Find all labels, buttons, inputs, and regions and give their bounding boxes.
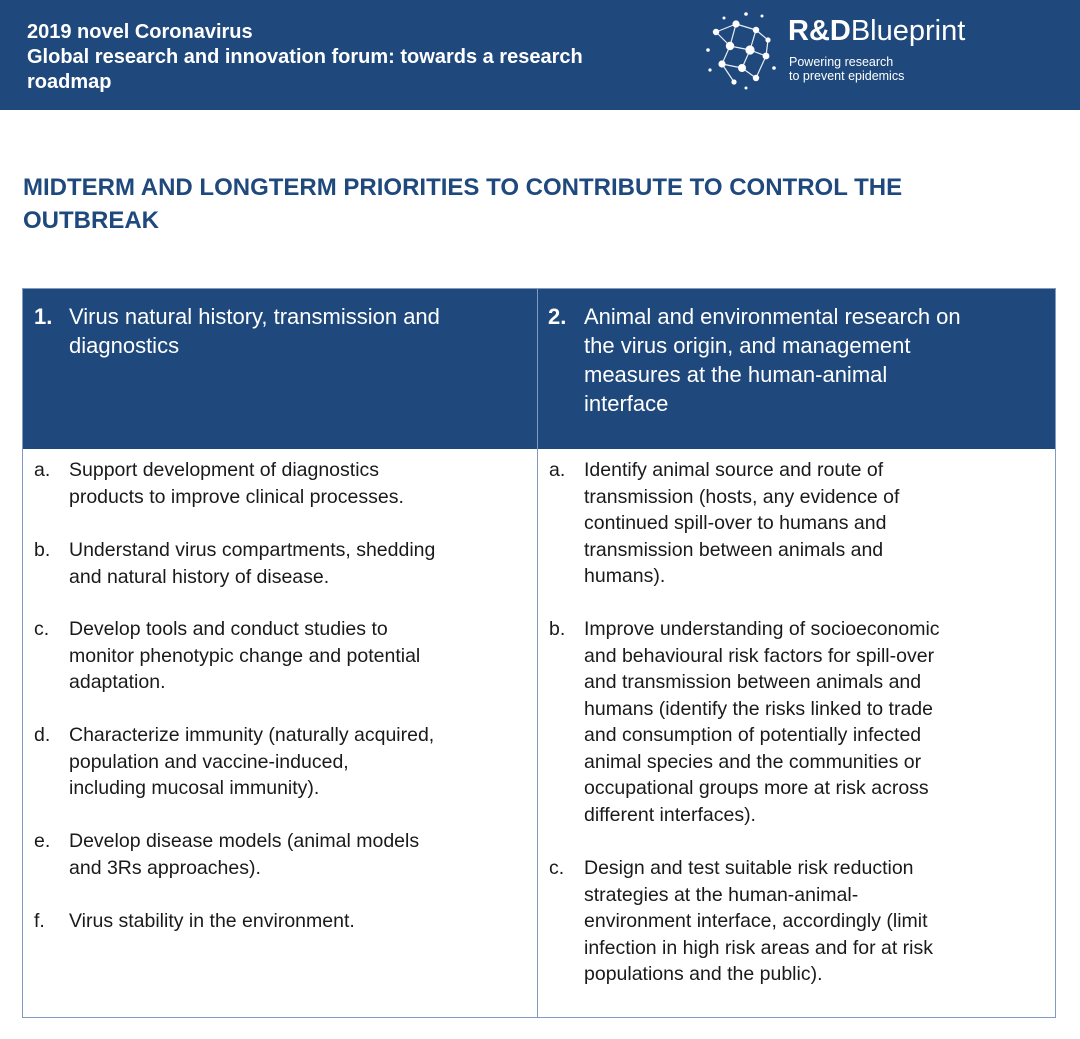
item-line: and transmission between animals and (584, 671, 922, 693)
item-line: monitor phenotypic change and potential (69, 644, 421, 667)
page-title (23, 171, 1023, 237)
column-2-heading (584, 302, 961, 418)
network-molecule-icon (700, 10, 778, 92)
item-line: Understand virus compartments, shedding (69, 539, 436, 561)
item-text (584, 855, 933, 988)
item-line: and consumption of potentially infected (584, 724, 922, 746)
item-label: a. (34, 459, 51, 481)
forum-title-line-1: 2019 novel Coronavirus (27, 21, 253, 43)
item-text (69, 457, 404, 510)
item-label: e. (34, 830, 51, 852)
item-label: c. (549, 857, 565, 879)
item-line: including mucosal immunity). (69, 777, 320, 799)
priorities-table (22, 288, 1056, 1018)
page-title-line-2: OUTBREAK (23, 207, 159, 234)
logo-wordmark-regular: Blueprint (850, 15, 966, 47)
item-text (69, 537, 435, 590)
item-line: continued spill-over to humans and (584, 512, 887, 534)
item-text (584, 616, 940, 828)
item-line: population and vaccine-induced, (69, 750, 349, 773)
item-text (69, 908, 355, 935)
column-2-heading-line: the virus origin, and management (584, 333, 911, 358)
item-line: transmission between animals and (584, 538, 884, 561)
item-line: Design and test suitable risk reduction (584, 857, 914, 879)
item-label: a. (549, 459, 566, 481)
item-line: populations and the public). (584, 963, 823, 985)
item-line: environment interface, accordingly (limit (584, 910, 928, 932)
item-line: humans). (584, 565, 666, 587)
item-label: c. (34, 618, 50, 640)
column-2-heading-line: Animal and environmental research on (584, 304, 961, 329)
item-text (69, 828, 419, 881)
column-2-heading-line: measures at the human-animal (584, 362, 888, 387)
logo-tagline (789, 55, 904, 83)
item-line: Identify animal source and route of (584, 459, 884, 481)
item-line: Improve understanding of socioeconomic (584, 618, 940, 640)
item-text (69, 616, 420, 696)
item-line: and natural history of disease. (69, 565, 330, 588)
item-line: different interfaces). (584, 803, 756, 826)
item-text (584, 457, 899, 590)
item-label: b. (34, 539, 51, 561)
item-line: Develop disease models (animal models (69, 830, 420, 852)
logo-tagline-line-2: to prevent epidemics (789, 69, 905, 83)
column-1-heading-line: Virus natural history, transmission and (69, 304, 440, 329)
item-line: Characterize immunity (naturally acquired, (69, 724, 435, 746)
column-2-header (538, 289, 1055, 449)
item-line: Develop tools and conduct studies to (69, 618, 388, 640)
item-label: f. (34, 910, 45, 932)
page-title-line-1: MIDTERM AND LONGTERM PRIORITIES TO CONTRIBUTE TO CONTROL THE (23, 174, 903, 201)
forum-title-line-3: roadmap (27, 71, 112, 93)
item-line: strategies at the human-animal- (584, 883, 859, 906)
header-banner (0, 0, 1080, 110)
logo-wordmark-bold: R&D (788, 15, 851, 47)
column-1-number: 1. (34, 304, 53, 329)
forum-title-line-2: Global research and innovation forum: towards a research (27, 46, 583, 68)
forum-title (27, 20, 667, 95)
item-line: animal species and the communities or (584, 750, 922, 773)
column-1-heading-line: diagnostics (69, 333, 180, 358)
column-2-number: 2. (548, 304, 567, 329)
item-line: products to improve clinical processes. (69, 485, 404, 508)
item-line: and 3Rs approaches). (69, 856, 261, 879)
item-line: adaptation. (69, 671, 166, 693)
item-text (69, 722, 434, 802)
column-2-heading-line: interface (584, 391, 669, 416)
item-line: humans (identify the risks linked to trade (584, 697, 934, 720)
column-1-heading (69, 302, 440, 360)
logo-tagline-line-1: Powering research (789, 55, 894, 69)
item-line: transmission (hosts, any evidence of (584, 485, 900, 508)
item-line: occupational groups more at risk across (584, 777, 929, 799)
logo-wordmark (788, 14, 965, 48)
item-label: b. (549, 618, 566, 640)
column-1-header (23, 289, 537, 449)
item-line: Virus stability in the environment. (69, 910, 355, 932)
item-label: d. (34, 724, 51, 746)
item-line: and behavioural risk factors for spill-over (584, 644, 935, 667)
item-line: Support development of diagnostics (69, 459, 380, 481)
item-line: infection in high risk areas and for at risk (584, 936, 934, 959)
